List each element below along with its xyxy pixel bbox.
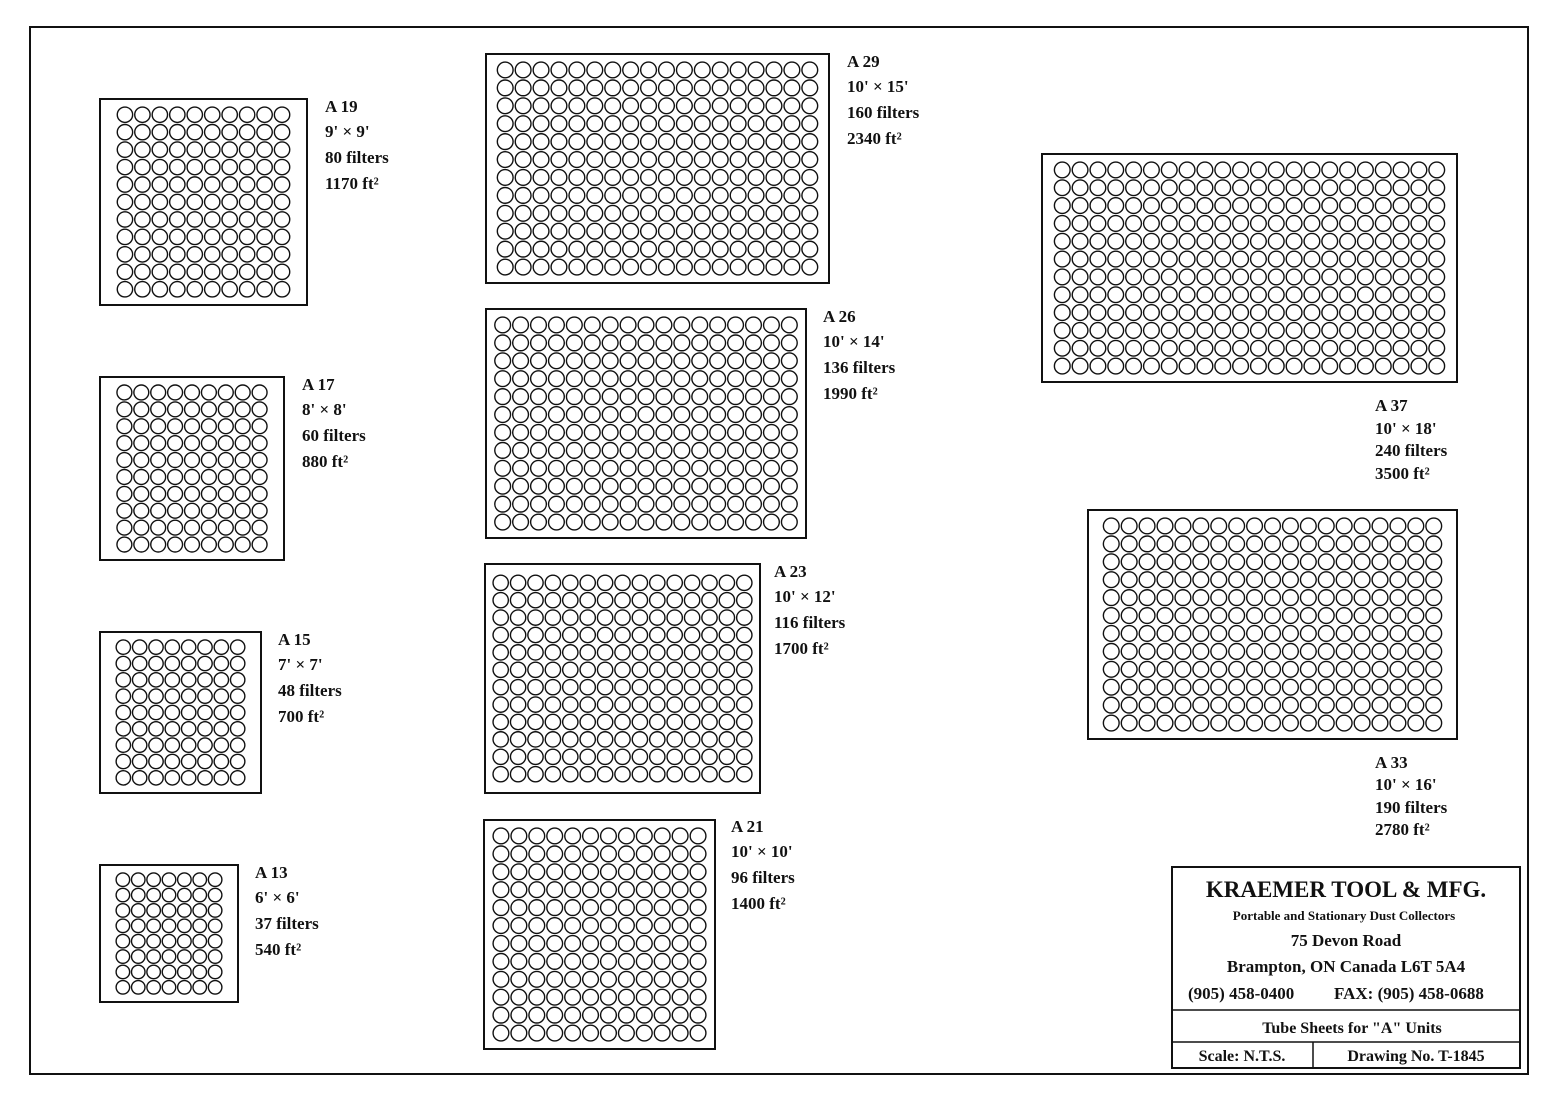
unit-size: 9' × 9' <box>325 122 370 141</box>
unit-filters: 190 filters <box>1375 798 1448 817</box>
unit-model: A 13 <box>255 863 288 882</box>
unit-filters: 116 filters <box>774 613 846 632</box>
unit-filters: 160 filters <box>847 103 920 122</box>
company-tagline: Portable and Stationary Dust Collectors <box>1232 908 1456 923</box>
unit-filters: 48 filters <box>278 681 342 700</box>
tube-sheet-frame <box>100 99 307 305</box>
unit-a17 <box>100 375 366 560</box>
unit-a29 <box>486 52 920 283</box>
unit-model: A 19 <box>325 97 358 116</box>
unit-a37 <box>1042 154 1457 483</box>
unit-model: A 29 <box>847 52 880 71</box>
unit-model: A 21 <box>731 817 764 836</box>
unit-area: 880 ft² <box>302 452 349 471</box>
address-line-2: Brampton, ON Canada L6T 5A4 <box>1226 957 1466 976</box>
tube-sheet-panel <box>100 377 284 560</box>
title-block <box>1172 867 1520 1068</box>
unit-size: 6' × 6' <box>255 888 300 907</box>
drawing-title: Tube Sheets for "A" Units <box>1262 1020 1442 1037</box>
tube-sheet-panel <box>486 309 806 538</box>
tube-sheet-frame <box>1042 154 1457 382</box>
tube-sheet-panel <box>100 632 261 793</box>
address-line-1: 75 Devon Road <box>1290 931 1402 950</box>
unit-a26 <box>486 307 896 538</box>
unit-area: 2780 ft² <box>1375 820 1430 839</box>
unit-model: A 15 <box>278 630 311 649</box>
tube-sheet-frame <box>1088 510 1457 739</box>
unit-size: 10' × 15' <box>847 77 909 96</box>
unit-area: 540 ft² <box>255 940 302 959</box>
unit-area: 3500 ft² <box>1375 464 1430 483</box>
tube-sheet-panel <box>100 99 307 305</box>
unit-size: 8' × 8' <box>302 400 347 419</box>
tube-sheet-panel <box>485 564 760 793</box>
unit-size: 7' × 7' <box>278 655 323 674</box>
tube-sheet-panel <box>1088 510 1457 739</box>
tube-sheet-panel <box>1042 154 1457 382</box>
unit-size: 10' × 10' <box>731 842 793 861</box>
tube-sheet-frame <box>100 377 284 560</box>
unit-area: 1170 ft² <box>325 174 379 193</box>
unit-model: A 37 <box>1375 396 1408 415</box>
unit-size: 10' × 14' <box>823 332 885 351</box>
unit-size: 10' × 12' <box>774 587 836 606</box>
unit-model: A 33 <box>1375 753 1408 772</box>
unit-size: 10' × 16' <box>1375 775 1437 794</box>
unit-filters: 96 filters <box>731 868 795 887</box>
unit-a21 <box>484 817 795 1049</box>
unit-area: 1400 ft² <box>731 894 786 913</box>
tube-sheet-frame <box>484 820 715 1049</box>
unit-filters: 60 filters <box>302 426 366 445</box>
unit-model: A 17 <box>302 375 335 394</box>
unit-a15 <box>100 630 342 793</box>
tube-sheet-frame <box>486 309 806 538</box>
unit-a33 <box>1088 510 1457 839</box>
unit-area: 1990 ft² <box>823 384 878 403</box>
unit-area: 1700 ft² <box>774 639 829 658</box>
unit-model: A 23 <box>774 562 807 581</box>
tube-sheet-panel <box>100 865 238 1002</box>
unit-filters: 37 filters <box>255 914 319 933</box>
unit-area: 2340 ft² <box>847 129 902 148</box>
unit-area: 700 ft² <box>278 707 325 726</box>
unit-a19 <box>100 97 389 305</box>
drawing-scale: Scale: N.T.S. <box>1198 1048 1286 1065</box>
tube-sheet-panel <box>486 54 829 283</box>
tube-sheet-panel <box>484 820 715 1049</box>
tube-sheet-frame <box>486 54 829 283</box>
drawing-number: Drawing No. T-1845 <box>1347 1048 1485 1065</box>
unit-filters: 136 filters <box>823 358 896 377</box>
unit-model: A 26 <box>823 307 856 326</box>
unit-a13 <box>100 863 319 1002</box>
unit-filters: 240 filters <box>1375 441 1448 460</box>
fax-number: FAX: (905) 458-0688 <box>1334 984 1484 1003</box>
unit-filters: 80 filters <box>325 148 389 167</box>
phone-number: (905) 458-0400 <box>1188 984 1295 1003</box>
unit-size: 10' × 18' <box>1375 419 1437 438</box>
unit-a23 <box>485 562 846 793</box>
company-name: KRAEMER TOOL & MFG. <box>1205 877 1487 902</box>
